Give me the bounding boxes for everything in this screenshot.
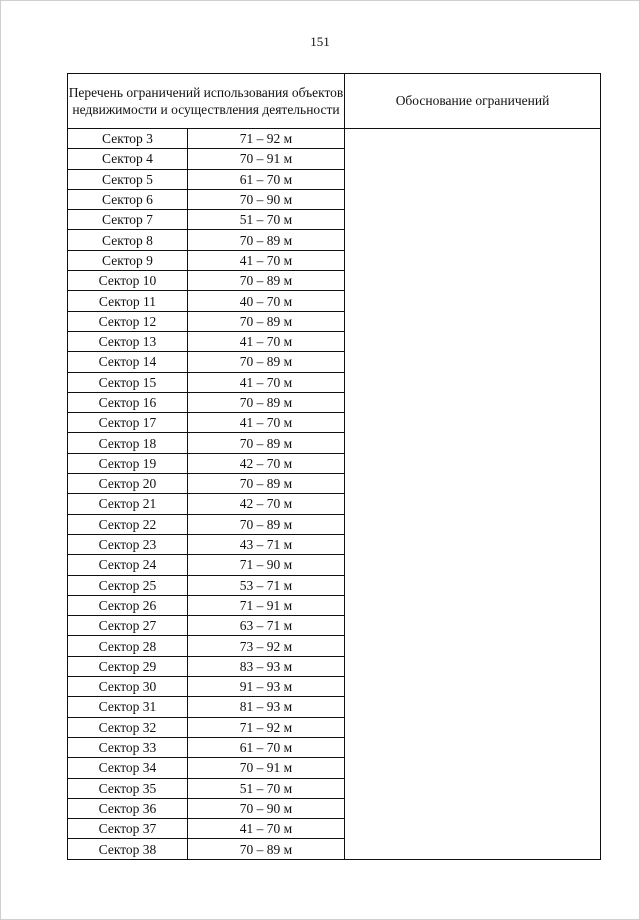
sector-cell: Сектор 38 xyxy=(68,839,188,859)
header-restrictions-list: Перечень ограничений использования объектов недвижимости и осуществления деятельности xyxy=(68,74,345,129)
range-cell: 61 – 70 м xyxy=(188,169,345,189)
sector-cell: Сектор 25 xyxy=(68,575,188,595)
range-cell: 51 – 70 м xyxy=(188,210,345,230)
sector-cell: Сектор 7 xyxy=(68,210,188,230)
sector-cell: Сектор 36 xyxy=(68,798,188,818)
range-cell: 70 – 91 м xyxy=(188,149,345,169)
header-justification: Обоснование ограничений xyxy=(345,74,601,129)
sector-cell: Сектор 14 xyxy=(68,352,188,372)
sector-cell: Сектор 16 xyxy=(68,392,188,412)
sector-cell: Сектор 30 xyxy=(68,677,188,697)
range-cell: 41 – 70 м xyxy=(188,819,345,839)
range-cell: 70 – 90 м xyxy=(188,798,345,818)
range-cell: 41 – 70 м xyxy=(188,413,345,433)
justification-cell xyxy=(345,129,601,860)
sector-cell: Сектор 24 xyxy=(68,555,188,575)
range-cell: 70 – 89 м xyxy=(188,230,345,250)
sector-cell: Сектор 13 xyxy=(68,331,188,351)
sector-cell: Сектор 28 xyxy=(68,636,188,656)
sector-cell: Сектор 6 xyxy=(68,189,188,209)
range-cell: 73 – 92 м xyxy=(188,636,345,656)
range-cell: 41 – 70 м xyxy=(188,331,345,351)
range-cell: 71 – 92 м xyxy=(188,717,345,737)
sector-cell: Сектор 37 xyxy=(68,819,188,839)
range-cell: 63 – 71 м xyxy=(188,616,345,636)
sector-cell: Сектор 15 xyxy=(68,372,188,392)
range-cell: 41 – 70 м xyxy=(188,250,345,270)
sector-cell: Сектор 9 xyxy=(68,250,188,270)
range-cell: 70 – 89 м xyxy=(188,311,345,331)
range-cell: 81 – 93 м xyxy=(188,697,345,717)
table-body xyxy=(68,74,601,860)
restrictions-table xyxy=(67,73,601,860)
sector-cell: Сектор 11 xyxy=(68,291,188,311)
range-cell: 70 – 91 м xyxy=(188,758,345,778)
range-cell: 70 – 89 м xyxy=(188,433,345,453)
range-cell: 42 – 70 м xyxy=(188,494,345,514)
sector-cell: Сектор 12 xyxy=(68,311,188,331)
range-cell: 53 – 71 м xyxy=(188,575,345,595)
table-header-row xyxy=(68,74,601,129)
sector-cell: Сектор 29 xyxy=(68,656,188,676)
range-cell: 70 – 89 м xyxy=(188,392,345,412)
page-number: 151 xyxy=(310,34,330,49)
range-cell: 71 – 90 м xyxy=(188,555,345,575)
sector-cell: Сектор 23 xyxy=(68,534,188,554)
range-cell: 91 – 93 м xyxy=(188,677,345,697)
range-cell: 70 – 90 м xyxy=(188,189,345,209)
sector-cell: Сектор 31 xyxy=(68,697,188,717)
range-cell: 41 – 70 м xyxy=(188,372,345,392)
sector-cell: Сектор 8 xyxy=(68,230,188,250)
sector-cell: Сектор 20 xyxy=(68,474,188,494)
sector-cell: Сектор 26 xyxy=(68,595,188,615)
sector-cell: Сектор 3 xyxy=(68,129,188,149)
range-cell: 70 – 89 м xyxy=(188,514,345,534)
range-cell: 61 – 70 м xyxy=(188,737,345,757)
sector-cell: Сектор 18 xyxy=(68,433,188,453)
range-cell: 71 – 92 м xyxy=(188,129,345,149)
sector-cell: Сектор 17 xyxy=(68,413,188,433)
range-cell: 43 – 71 м xyxy=(188,534,345,554)
range-cell: 70 – 89 м xyxy=(188,474,345,494)
sector-cell: Сектор 5 xyxy=(68,169,188,189)
range-cell: 70 – 89 м xyxy=(188,839,345,859)
sector-cell: Сектор 10 xyxy=(68,271,188,291)
sector-cell: Сектор 27 xyxy=(68,616,188,636)
sector-cell: Сектор 34 xyxy=(68,758,188,778)
sector-cell: Сектор 22 xyxy=(68,514,188,534)
sector-cell: Сектор 19 xyxy=(68,453,188,473)
sector-cell: Сектор 33 xyxy=(68,737,188,757)
sector-cell: Сектор 21 xyxy=(68,494,188,514)
sector-cell: Сектор 32 xyxy=(68,717,188,737)
range-cell: 51 – 70 м xyxy=(188,778,345,798)
range-cell: 83 – 93 м xyxy=(188,656,345,676)
range-cell: 70 – 89 м xyxy=(188,352,345,372)
range-cell: 71 – 91 м xyxy=(188,595,345,615)
range-cell: 40 – 70 м xyxy=(188,291,345,311)
sector-cell: Сектор 4 xyxy=(68,149,188,169)
sector-cell: Сектор 35 xyxy=(68,778,188,798)
range-cell: 70 – 89 м xyxy=(188,271,345,291)
table-row xyxy=(68,129,601,149)
range-cell: 42 – 70 м xyxy=(188,453,345,473)
